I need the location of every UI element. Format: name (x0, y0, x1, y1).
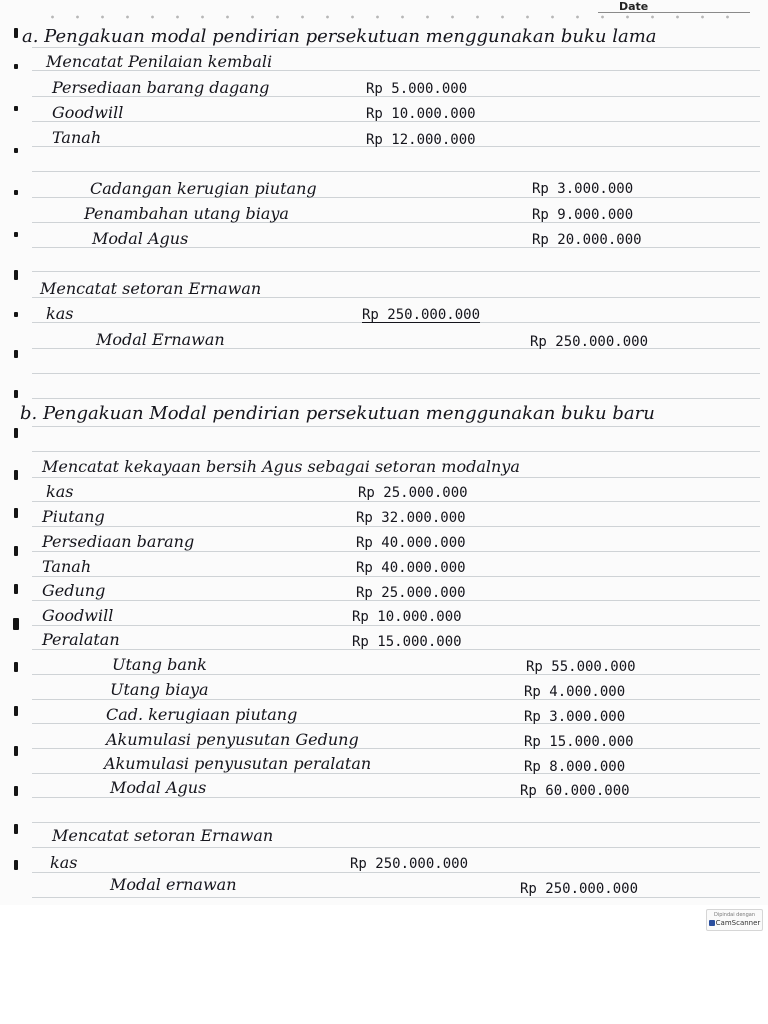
journal-debit-amount: Rp 5.000.000 (366, 81, 468, 97)
binder-mark (14, 106, 18, 111)
journal-debit-label: Persediaan barang (42, 532, 195, 551)
journal-credit-amount: Rp 3.000.000 (532, 181, 634, 197)
ruled-line (32, 171, 760, 172)
binder-mark (14, 746, 18, 756)
ruled-line (32, 576, 760, 577)
journal-credit-label: Modal Ernawan (96, 330, 225, 349)
journal-debit-amount: Rp 32.000.000 (356, 510, 466, 526)
ruled-line (32, 625, 760, 626)
ruled-line (32, 451, 760, 452)
ruled-line (32, 526, 760, 527)
journal-credit-amount: Rp 250.000.000 (520, 881, 639, 897)
watermark-brand: CamScanner (715, 919, 761, 927)
journal-credit-amount: Rp 20.000.000 (532, 232, 642, 248)
binder-mark (14, 390, 18, 398)
ruled-line (32, 872, 760, 873)
ruled-line (32, 674, 760, 675)
journal-credit-amount: Rp 8.000.000 (524, 759, 626, 775)
camscanner-logo-icon (709, 920, 715, 926)
ruled-line (32, 773, 760, 774)
watermark-caption: Dipindai dengan (713, 912, 755, 918)
journal-debit-label: kas (50, 853, 78, 872)
journal-credit-amount: Rp 250.000.000 (530, 334, 649, 350)
binder-mark (14, 148, 18, 153)
journal-debit-amount: Rp 25.000.000 (358, 485, 468, 501)
ruled-line (32, 398, 760, 399)
binder-mark (14, 270, 18, 280)
journal-debit-label: Goodwill (52, 103, 124, 122)
ruled-line (32, 699, 760, 700)
journal-credit-label: Utang bank (112, 655, 207, 674)
ruled-line (32, 426, 760, 427)
journal-debit-label: kas (46, 482, 74, 501)
ruled-line (32, 271, 760, 272)
binder-mark (14, 470, 18, 480)
ruled-line (32, 501, 760, 502)
ruled-line (32, 47, 760, 48)
binder-mark (14, 824, 18, 834)
ruled-line (32, 551, 760, 552)
ruled-line (32, 477, 760, 478)
journal-credit-label: Cadangan kerugian piutang (90, 179, 317, 198)
journal-debit-amount: Rp 15.000.000 (352, 634, 462, 650)
journal-debit-amount: Rp 40.000.000 (356, 535, 466, 551)
binder-mark (14, 546, 18, 556)
binder-mark (14, 28, 18, 38)
binder-mark (14, 860, 18, 870)
binder-mark (14, 64, 18, 69)
ruled-line (32, 847, 760, 848)
agus-heading: Mencatat kekayaan bersih Agus sebagai setoran modalnya (42, 457, 520, 476)
binder-mark (13, 618, 19, 630)
ruled-line (32, 373, 760, 374)
camscanner-watermark (706, 909, 763, 931)
binder-mark (14, 584, 18, 594)
journal-credit-label: Utang biaya (110, 680, 209, 699)
journal-debit-amount: Rp 250.000.000 (362, 307, 481, 323)
binder-mark (14, 428, 18, 438)
journal-debit-label: Gedung (42, 581, 106, 600)
journal-debit-amount: Rp 25.000.000 (356, 585, 466, 601)
ernawan-heading-a: Mencatat setoran Ernawan (40, 279, 262, 298)
date-line (598, 12, 750, 13)
journal-debit-amount: Rp 40.000.000 (356, 560, 466, 576)
journal-debit-label: Persediaan barang dagang (52, 78, 270, 97)
ruled-line (32, 897, 760, 898)
journal-credit-amount: Rp 3.000.000 (524, 709, 626, 725)
journal-credit-label: Akumulasi penyusutan peralatan (104, 754, 372, 773)
journal-credit-label: Cad. kerugiaan piutang (106, 705, 298, 724)
journal-credit-label: Penambahan utang biaya (84, 204, 289, 223)
journal-debit-label: Piutang (42, 507, 105, 526)
revaluation-heading: Mencatat Penilaian kembali (46, 52, 273, 71)
ernawan-heading-b: Mencatat setoran Ernawan (52, 826, 274, 845)
journal-credit-amount: Rp 4.000.000 (524, 684, 626, 700)
journal-debit-amount: Rp 10.000.000 (366, 106, 476, 122)
journal-debit-label: Tanah (52, 128, 102, 147)
page-top-dots (40, 15, 738, 19)
binder-mark (14, 350, 18, 358)
binder-mark (14, 706, 18, 716)
ruled-line (32, 822, 760, 823)
journal-debit-label: kas (46, 304, 74, 323)
section-b-title: b. Pengakuan Modal pendirian persekutuan menggunakan buku baru (20, 403, 655, 424)
binder-mark (14, 190, 18, 195)
journal-debit-amount: Rp 250.000.000 (350, 856, 469, 872)
ruled-line (32, 797, 760, 798)
section-a-title: a. Pengakuan modal pendirian persekutuan menggunakan buku lama (22, 26, 657, 47)
journal-credit-amount: Rp 15.000.000 (524, 734, 634, 750)
journal-credit-label: Modal ernawan (110, 875, 237, 894)
journal-debit-amount: Rp 10.000.000 (352, 609, 462, 625)
journal-credit-label: Akumulasi penyusutan Gedung (106, 730, 359, 749)
journal-credit-label: Modal Agus (92, 229, 189, 248)
journal-credit-amount: Rp 55.000.000 (526, 659, 636, 675)
binder-mark (14, 232, 18, 237)
journal-credit-amount: Rp 60.000.000 (520, 783, 630, 799)
journal-debit-label: Peralatan (42, 630, 120, 649)
journal-debit-label: Tanah (42, 557, 92, 576)
binder-mark (14, 508, 18, 518)
binder-mark (14, 786, 18, 796)
journal-credit-label: Modal Agus (110, 778, 207, 797)
date-label: Date (619, 0, 649, 13)
journal-debit-label: Goodwill (42, 606, 114, 625)
watermark-brand-row (707, 919, 762, 927)
journal-credit-amount: Rp 9.000.000 (532, 207, 634, 223)
journal-debit-amount: Rp 12.000.000 (366, 132, 476, 148)
binder-mark (14, 312, 18, 317)
binder-mark (14, 662, 18, 672)
